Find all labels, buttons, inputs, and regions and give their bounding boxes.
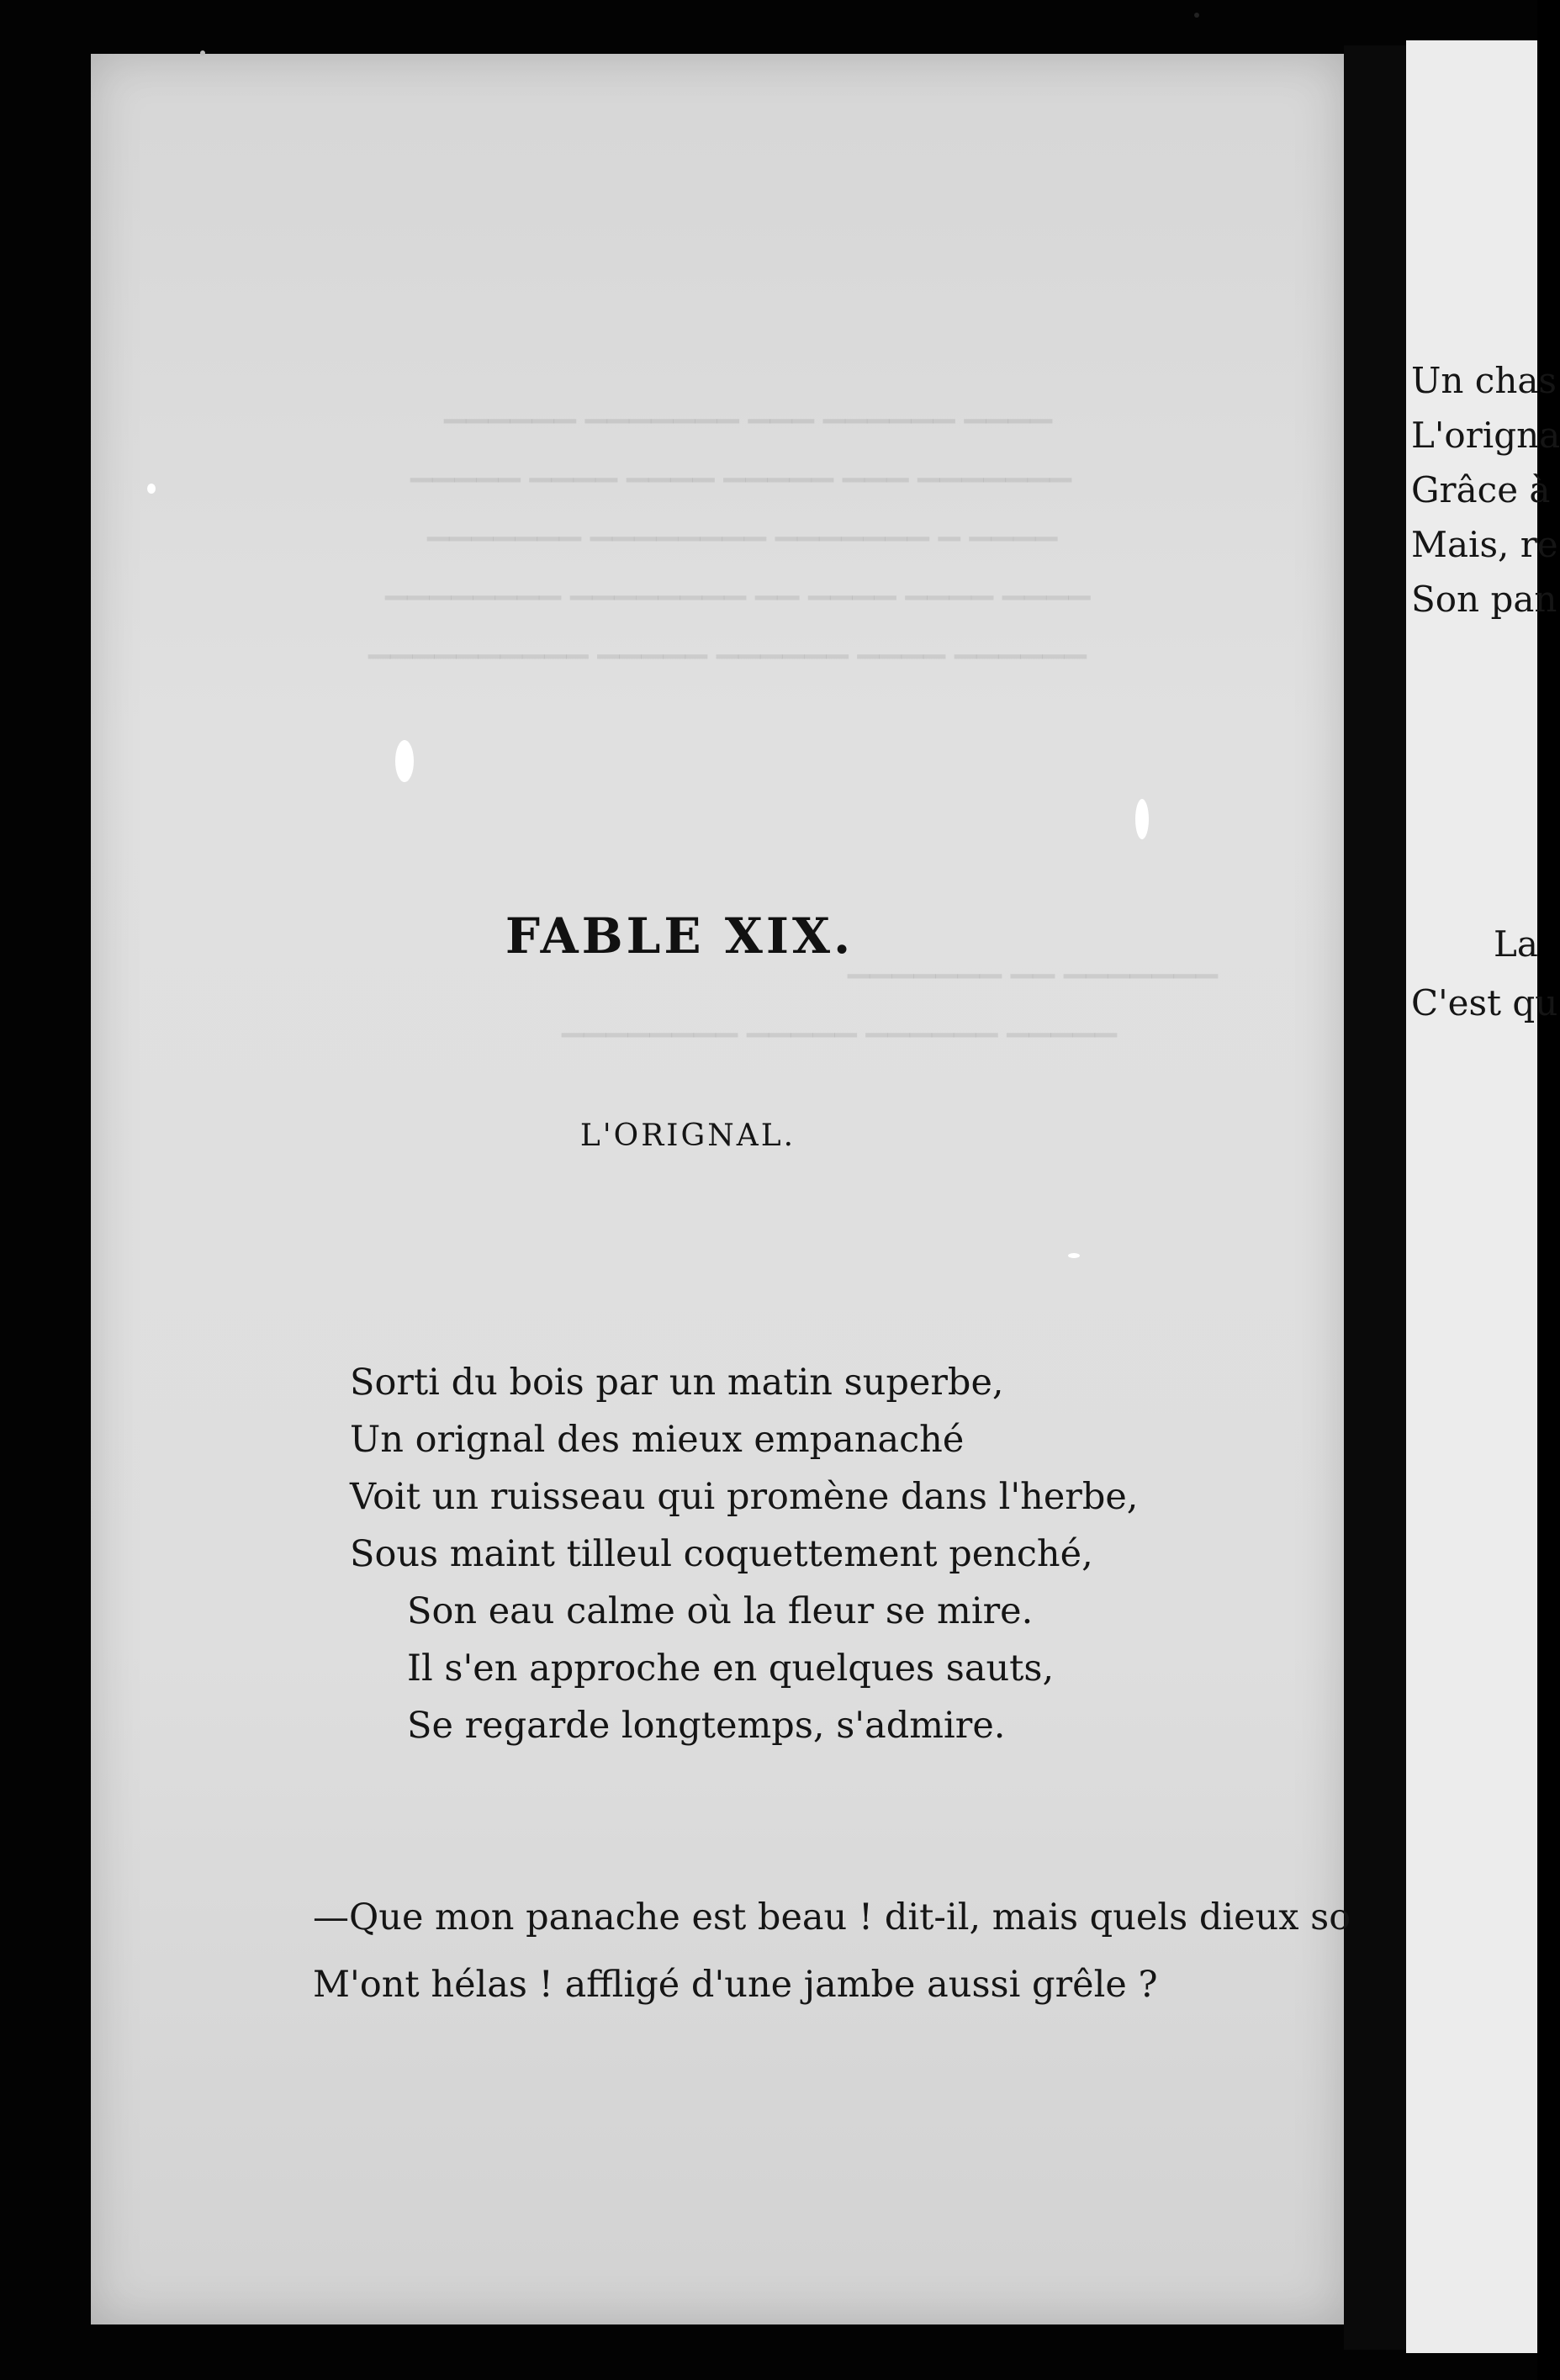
poem-line: Son eau calme où la fleur se mire. [407, 1590, 1034, 1632]
poem-line: Voit un ruisseau qui promène dans l'herbe, [350, 1476, 1139, 1518]
scan-speck [395, 740, 414, 782]
right-page-fragment: Son pan [1411, 579, 1557, 620]
right-page-fragment: Un chas [1411, 360, 1557, 401]
poem-line: Un orignal des mieux empanaché [350, 1419, 965, 1461]
dialogue-line: —Que mon panache est beau ! dit-il, mais quels dieux so [313, 1896, 1351, 1938]
dialogue-line: M'ont hélas ! affligé d'une jambe aussi grêle ? [313, 1964, 1158, 2006]
fable-number-heading: FABLE XIX. [505, 907, 854, 965]
right-page-fragment: Mais, re [1411, 524, 1558, 565]
poem-line: Sous maint tilleul coquettement penché, [350, 1533, 1093, 1575]
show-through-text: ▁▁▁▁▁▁▁ ▁▁▁ ▁▁▁▁▁ ▁▁▁▁ ▁▁▁▁ ▁▁▁▁▁ [410, 449, 1072, 483]
poem-stanza [350, 1354, 1138, 1754]
right-page-fragment: L'origna [1411, 415, 1560, 456]
dialogue-stanza [313, 1884, 1351, 2018]
page-gutter [1344, 45, 1406, 2350]
show-through-text: ▁▁▁▁▁ ▁▁▁▁▁▁ ▁▁▁▁▁ ▁▁▁▁▁▁▁▁ [562, 1004, 1117, 1038]
show-through-text: ▁▁▁▁ ▁▁▁▁ ▁▁▁▁ ▁▁ ▁▁▁▁▁▁▁▁ ▁▁▁▁▁▁▁▁ [385, 567, 1091, 600]
poem-line: Il s'en approche en quelques sauts, [407, 1647, 1055, 1690]
poem-line: Se regarde longtemps, s'admire. [407, 1705, 1006, 1747]
scan-speck [147, 484, 156, 494]
right-page-fragment: Grâce à [1411, 469, 1551, 510]
right-page [1406, 40, 1560, 2353]
scan-speck [200, 50, 205, 56]
poem-line: Sorti du bois par un matin superbe, [350, 1362, 1004, 1404]
scan-speck [1135, 799, 1149, 839]
scan-speck [1068, 1253, 1080, 1258]
right-page-fragment: C'est qu [1411, 982, 1558, 1023]
show-through-text: ▁▁▁▁ ▁ ▁▁▁▁▁▁▁ ▁▁▁▁▁▁▁▁ ▁▁▁▁▁▁▁ [427, 508, 1058, 542]
show-through-text: ▁▁▁▁▁▁▁ ▁▁ ▁▁▁▁▁▁▁ [848, 945, 1218, 979]
show-through-text: ▁▁▁▁ ▁▁▁▁▁▁ ▁▁▁ ▁▁▁▁▁▁▁ ▁▁▁▁▁▁ [444, 390, 1053, 424]
fable-title-heading: L'ORIGNAL. [579, 1119, 796, 1153]
right-page-fragment: La [1494, 923, 1538, 965]
scan-speck [1194, 13, 1199, 18]
show-through-text: ▁▁▁▁▁▁ ▁▁▁▁ ▁▁▁▁▁▁ ▁▁▁▁▁ ▁▁▁▁▁▁▁▁▁▁ [368, 626, 1087, 659]
